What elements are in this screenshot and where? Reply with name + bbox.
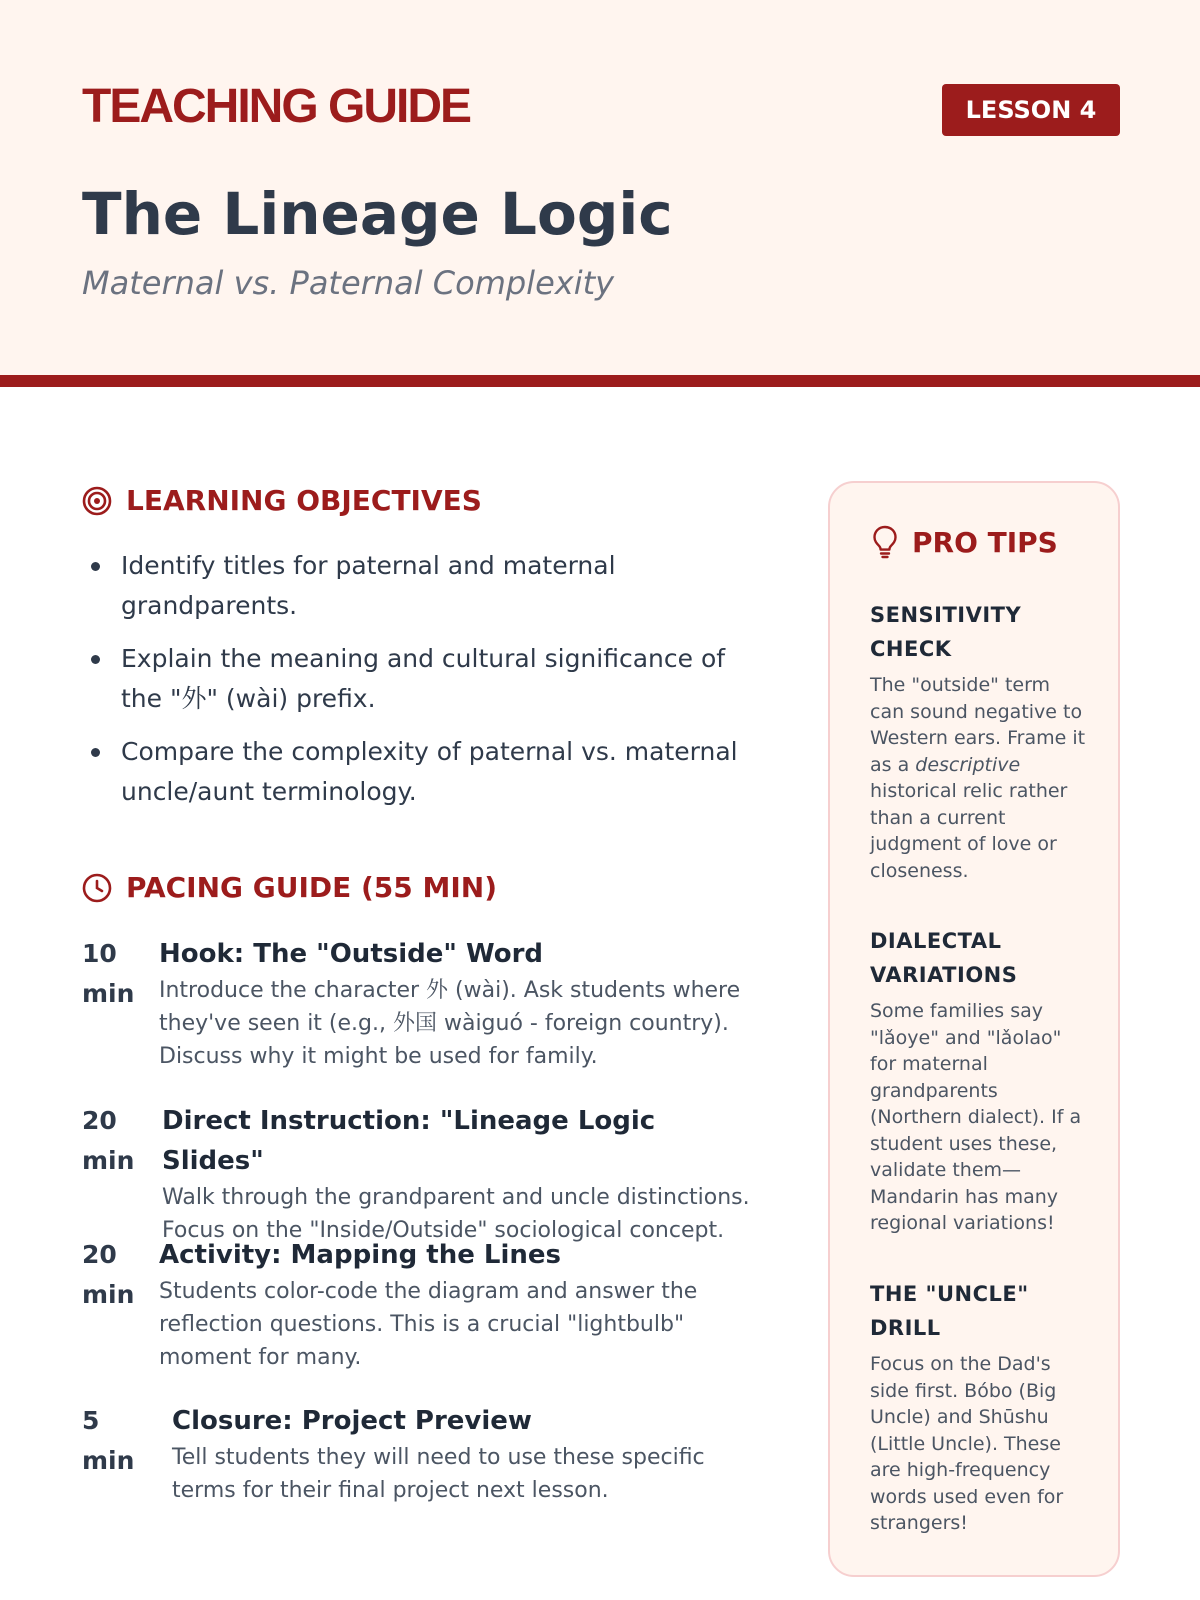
pacing-title: Activity: Mapping the Lines	[159, 1240, 562, 1270]
pacing-description: Tell students they will need to use these specific terms for their final project next lesson.	[172, 1445, 705, 1503]
tip-title: THE "UNCLE" DRILL	[870, 1282, 1029, 1340]
header-banner	[0, 0, 1200, 387]
pacing-description: Walk through the grandparent and uncle distinctions. Focus on the "Inside/Outside" sociological concept.	[162, 1185, 750, 1243]
pacing-description: Introduce the character 外 (wài). Ask students where they've seen it (e.g., 外国 wàiguó - foreign country). Discuss why it might be used for family.	[159, 978, 741, 1069]
pacing-duration: 20 min	[82, 1240, 135, 1309]
tip-body: Some families say "lǎoye" and "lǎolao" for maternal grandparents (Northern dialect). If a student uses these, validate them—Mandarin has many regional variations!	[870, 1000, 1082, 1234]
target-icon	[82, 486, 112, 516]
lesson-badge: LESSON 4	[942, 84, 1120, 136]
pro-tips-sidebar	[828, 481, 1120, 1577]
tip-body: Focus on the Dad's side first. Bóbo (Big Uncle) and Shūshu (Little Uncle). These are high-frequency words used even for strangers!	[870, 1353, 1064, 1534]
tip-title: DIALECTAL VARIATIONS	[870, 929, 1018, 987]
page-title: The Lineage Logic	[82, 180, 673, 248]
list-item: Identify titles for paternal and maternal grandparents.	[82, 546, 762, 626]
clock-icon	[82, 873, 112, 903]
pacing-heading	[82, 871, 497, 904]
pro-tips-heading	[872, 525, 1058, 559]
tip-card	[870, 924, 1090, 1237]
brand-title: TEACHING GUIDE	[82, 80, 471, 133]
pacing-duration: 20 min	[82, 1106, 135, 1175]
objectives-heading-label: LEARNING OBJECTIVES	[126, 484, 482, 517]
tip-body: The "outside" term can sound negative to Western ears. Frame it as a descriptive historical relic rather than a current judgment of love or closeness.	[870, 674, 1086, 882]
pacing-description: Students color-code the diagram and answer the reflection questions. This is a crucial "lightbulb" moment for many.	[159, 1279, 698, 1370]
pacing-heading-label: PACING GUIDE (55 MIN)	[126, 871, 498, 904]
list-item: Explain the meaning and cultural significance of the "外" (wài) prefix.	[82, 639, 762, 719]
objectives-list	[82, 546, 762, 825]
lightbulb-icon	[872, 525, 898, 559]
pro-tips-heading-label: PRO TIPS	[912, 525, 1058, 559]
pacing-duration: 10 min	[82, 939, 135, 1008]
pacing-title: Hook: The "Outside" Word	[159, 939, 544, 969]
pacing-title: Direct Instruction: "Lineage Logic Slides"	[162, 1106, 656, 1176]
objectives-heading	[82, 484, 482, 517]
tip-title: SENSITIVITY CHECK	[870, 603, 1022, 661]
tip-card	[870, 598, 1090, 884]
tip-card	[870, 1277, 1090, 1537]
page-subtitle: Maternal vs. Paternal Complexity	[82, 264, 615, 302]
pacing-title: Closure: Project Preview	[172, 1406, 532, 1436]
list-item: Compare the complexity of paternal vs. maternal uncle/aunt terminology.	[82, 732, 762, 812]
pacing-duration: 5 min	[82, 1406, 135, 1475]
